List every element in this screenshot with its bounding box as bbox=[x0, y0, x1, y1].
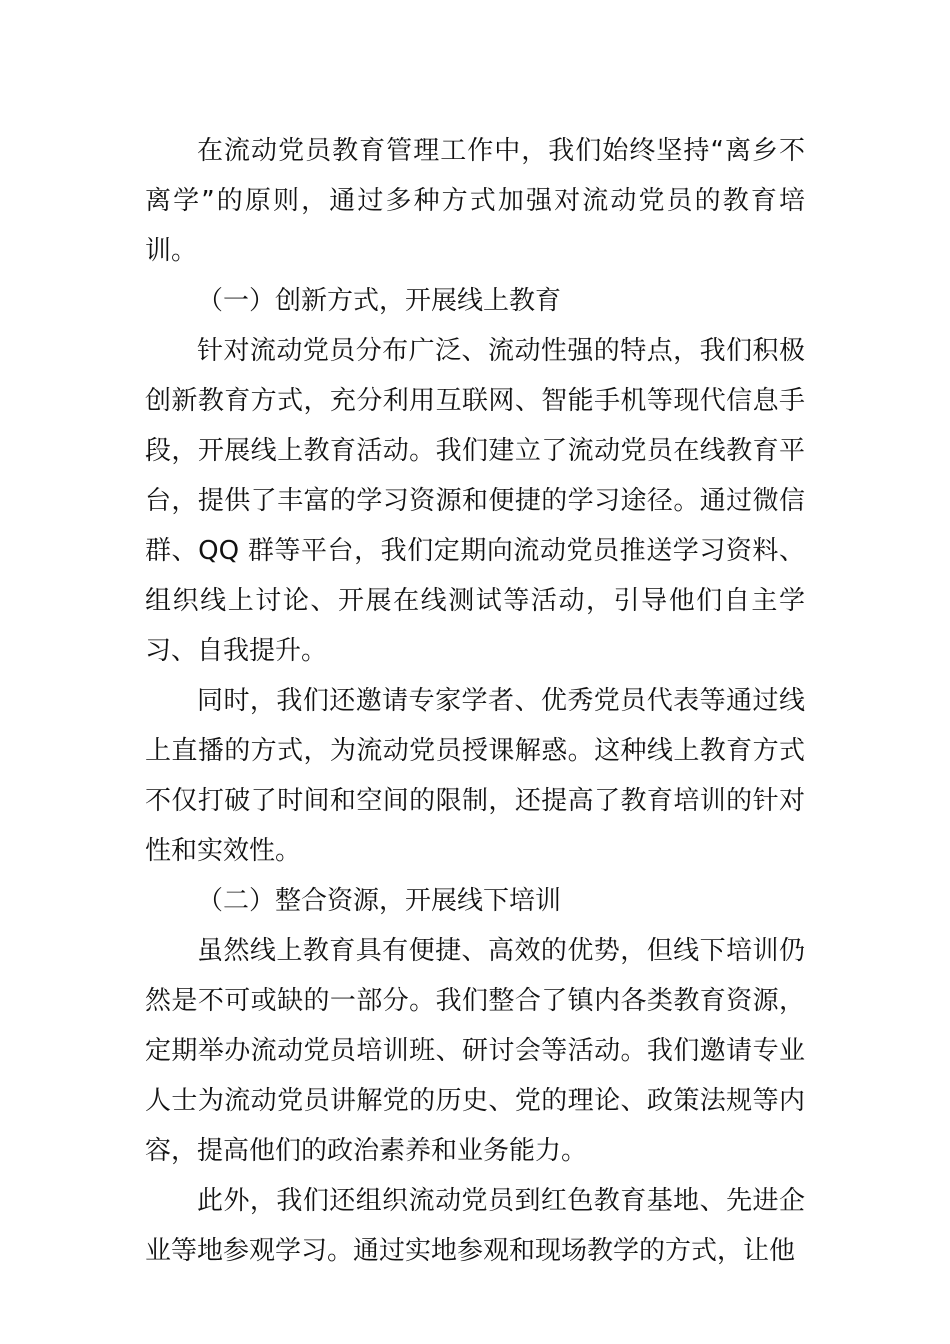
paragraph-online-live: 同时，我们还邀请专家学者、优秀党员代表等通过线上直播的方式，为流动党员授课解惑。这种线上教育方式不仅打破了时间和空间的限制，还提高了教育培训的针对性和实效性。 bbox=[145, 686, 805, 866]
paragraph-offline-training: 虽然线上教育具有便捷、高效的优势，但线下培训仍然是不可或缺的一部分。我们整合了镇内各类教育资源，定期举办流动党员培训班、研讨会等活动。我们邀请专业人士为流动党员讲解党的历史、党的理论、政策法规等内容，提高他们的政治素养和业务能力。 bbox=[145, 936, 805, 1166]
section-heading-2: （二）整合资源，开展线下培训 bbox=[197, 886, 562, 916]
paragraph-intro: 在流动党员教育管理工作中，我们始终坚持“离乡不离学”的原则，通过多种方式加强对流动党员的教育培训。 bbox=[145, 136, 805, 266]
paragraph-site-visits: 此外，我们还组织流动党员到红色教育基地、先进企业等地参观学习。通过实地参观和现场教学的方式，让他 bbox=[145, 1186, 805, 1266]
section-heading-1: （一）创新方式，开展线上教育 bbox=[197, 286, 562, 316]
paragraph-online-education: 针对流动党员分布广泛、流动性强的特点，我们积极创新教育方式，充分利用互联网、智能手机等现代信息手段，开展线上教育活动。我们建立了流动党员在线教育平台，提供了丰富的学习资源和便捷的学习途径。通过微信群、QQ 群等平台，我们定期向流动党员推送学习资料、组织线上讨论、开展在线测试等活动，引导他们自主学习、自我提升。 bbox=[145, 336, 805, 666]
document-body bbox=[145, 126, 805, 1276]
